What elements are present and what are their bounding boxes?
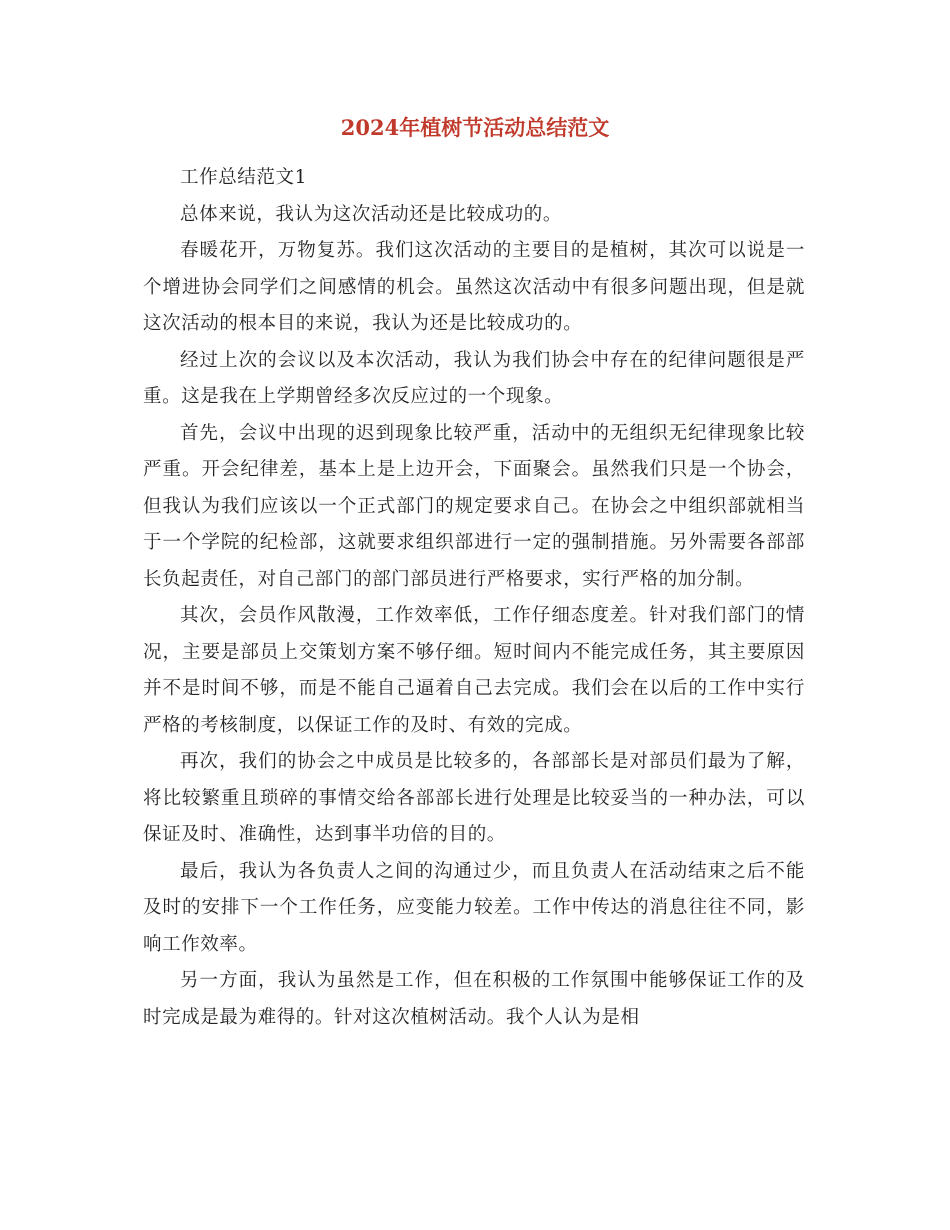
paragraph: 经过上次的会议以及本次活动，我认为我们协会中存在的纪律问题很是严重。这是我在上学期曾经多次反应过的一个现象。 <box>143 349 805 407</box>
paragraph: 总体来说，我认为这次活动还是比较成功的。 <box>180 203 563 225</box>
paragraph: 春暖花开，万物复苏。我们这次活动的主要目的是植树，其次可以说是一个增进协会同学们之间感情的机会。虽然这次活动中有很多问题出现，但是就这次活动的根本目的来说，我认为还是比较成功的。 <box>143 240 805 334</box>
document-title: 2024年植树节活动总结范文 <box>340 115 610 140</box>
paragraph: 其次，会员作风散漫，工作效率低，工作仔细态度差。针对我们部门的情况，主要是部员上交策划方案不够仔细。短时间内不能完成任务，其主要原因并不是时间不够，而是不能自己逼着自己去完成。我们会在以后的工作中实行严格的考核制度，以保证工作的及时、有效的完成。 <box>143 605 805 736</box>
document-body <box>143 160 805 1036</box>
paragraph: 再次，我们的协会之中成员是比较多的，各部部长是对部员们最为了解，将比较繁重且琐碎的事情交给各部部长进行处理是比较妥当的一种办法，可以保证及时、准确性，达到事半功倍的目的。 <box>143 751 805 845</box>
paragraph-heading: 工作总结范文1 <box>180 167 307 188</box>
paragraph: 另一方面，我认为虽然是工作，但在积极的工作氛围中能够保证工作的及时完成是最为难得的。针对这次植树活动。我个人认为是相 <box>143 970 805 1028</box>
paragraph: 最后，我认为各负责人之间的沟通过少，而且负责人在活动结束之后不能及时的安排下一个工作任务，应变能力较差。工作中传达的消息往往不同，影响工作效率。 <box>143 860 805 955</box>
paragraph: 首先，会议中出现的迟到现象比较严重，活动中的无组织无纪律现象比较严重。开会纪律差，基本上是上边开会，下面聚会。虽然我们只是一个协会，但我认为我们应该以一个正式部门的规定要求自己。在协会之中组织部就相当于一个学院的纪检部，这就要求组织部进行一定的强制措施。另外需要各部部长负起责任，对自己部门的部门部员进行严格要求，实行严格的加分制。 <box>143 422 805 590</box>
